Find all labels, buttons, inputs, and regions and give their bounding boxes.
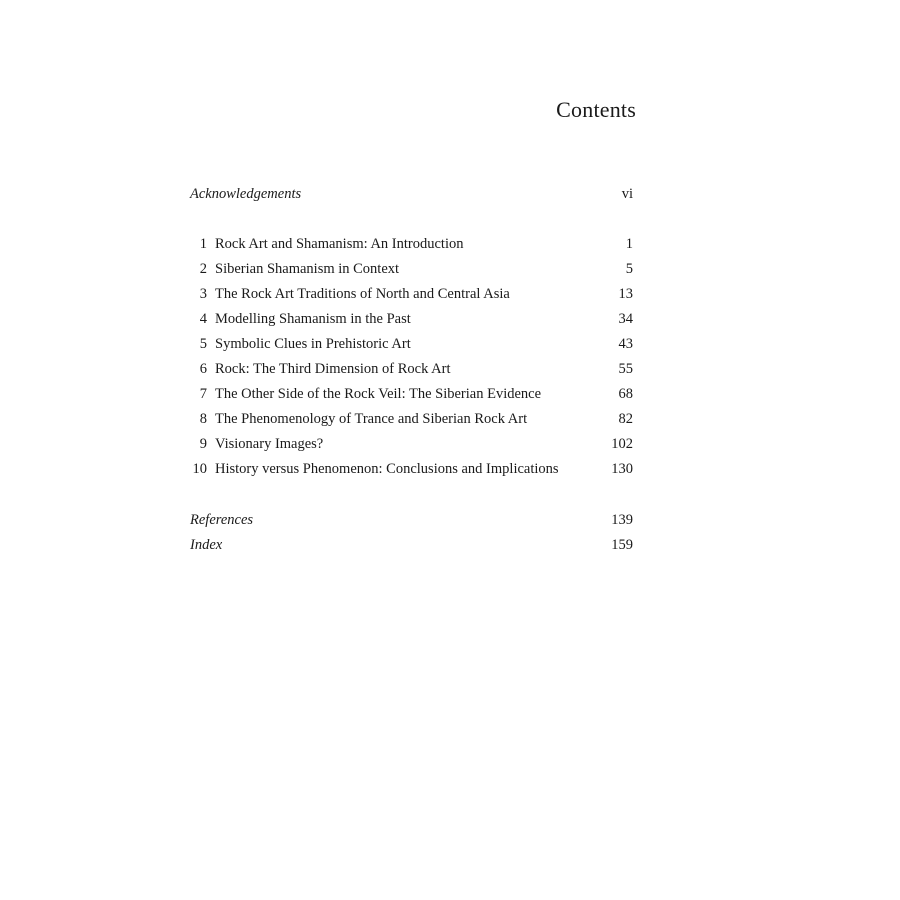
chapter-page: 34 bbox=[618, 311, 633, 327]
chapter-title: Siberian Shamanism in Context bbox=[215, 261, 400, 277]
chapter-page: 102 bbox=[611, 436, 633, 452]
chapter-number: 7 bbox=[199, 386, 207, 402]
chapter-number: 6 bbox=[199, 361, 207, 377]
chapter-page: 82 bbox=[618, 411, 633, 427]
chapter-title: Rock: The Third Dimension of Rock Art bbox=[215, 361, 451, 377]
chapter-title: History versus Phenomenon: Conclusions and Implications bbox=[215, 461, 559, 477]
chapter-title: Symbolic Clues in Prehistoric Art bbox=[215, 336, 411, 352]
page-title: Contents bbox=[556, 97, 636, 122]
toc-entry-chapter[interactable] bbox=[190, 332, 633, 357]
chapter-number: 9 bbox=[199, 436, 207, 452]
toc-entry-title: Acknowledgements bbox=[190, 186, 302, 202]
chapter-title: The Rock Art Traditions of North and Central Asia bbox=[215, 286, 510, 302]
toc-entry-acknowledgements[interactable] bbox=[190, 182, 633, 207]
chapter-title: Rock Art and Shamanism: An Introduction bbox=[215, 236, 464, 252]
back-matter-list bbox=[190, 508, 633, 558]
chapter-page: 1 bbox=[625, 236, 633, 252]
chapter-title: The Other Side of the Rock Veil: The Siberian Evidence bbox=[215, 386, 542, 402]
toc-entry-chapter[interactable] bbox=[190, 432, 633, 457]
chapter-page: 13 bbox=[618, 286, 633, 302]
chapter-page: 130 bbox=[611, 461, 633, 477]
toc-entry-chapter[interactable] bbox=[190, 382, 633, 407]
chapter-number: 10 bbox=[192, 461, 207, 477]
toc-entry-page: vi bbox=[621, 186, 633, 202]
chapter-title: The Phenomenology of Trance and Siberian Rock Art bbox=[215, 411, 528, 427]
chapter-page: 43 bbox=[618, 336, 633, 352]
chapter-number: 3 bbox=[199, 286, 207, 302]
toc-entry-title: Index bbox=[190, 537, 223, 553]
chapter-number: 1 bbox=[199, 236, 207, 252]
chapter-number: 5 bbox=[199, 336, 207, 352]
toc-entry-chapter[interactable] bbox=[190, 407, 633, 432]
toc-entry-title: References bbox=[190, 512, 254, 528]
toc-entry-chapter[interactable] bbox=[190, 232, 633, 257]
toc-entry-references[interactable] bbox=[190, 508, 633, 533]
chapter-number: 8 bbox=[199, 411, 207, 427]
toc-entry-chapter[interactable] bbox=[190, 357, 633, 382]
toc-entry-chapter[interactable] bbox=[190, 282, 633, 307]
toc-entry-chapter[interactable] bbox=[190, 307, 633, 332]
chapter-number: 4 bbox=[199, 311, 207, 327]
chapter-number: 2 bbox=[199, 261, 207, 277]
toc-entry-page: 139 bbox=[611, 512, 633, 528]
toc-entry-chapter[interactable] bbox=[190, 457, 633, 482]
toc-entry-page: 159 bbox=[611, 537, 633, 553]
chapter-title: Modelling Shamanism in the Past bbox=[215, 311, 411, 327]
toc-entry-chapter[interactable] bbox=[190, 257, 633, 282]
chapter-page: 55 bbox=[618, 361, 633, 377]
front-matter-list bbox=[190, 182, 633, 207]
toc-entry-index[interactable] bbox=[190, 533, 633, 558]
chapter-list bbox=[190, 232, 633, 482]
chapter-page: 5 bbox=[625, 261, 633, 277]
chapter-title: Visionary Images? bbox=[215, 436, 324, 452]
chapter-page: 68 bbox=[618, 386, 633, 402]
